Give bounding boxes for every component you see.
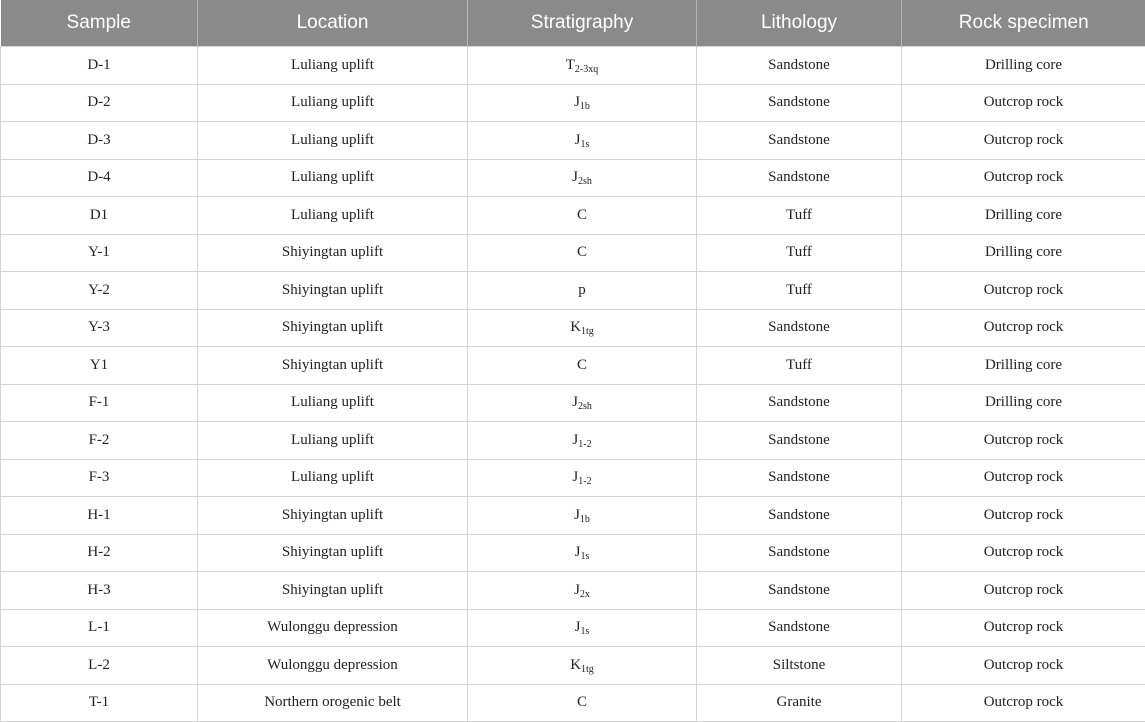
cell-sample: D-1 <box>1 47 198 85</box>
cell-stratigraphy <box>468 197 697 235</box>
cell-rock-specimen: Outcrop rock <box>902 684 1145 722</box>
stratigraphy-symbol: T <box>566 57 575 73</box>
cell-lithology: Sandstone <box>697 497 902 535</box>
header-row <box>1 0 1145 47</box>
cell-location: Shiyingtan uplift <box>198 272 468 310</box>
header-sample: Sample <box>1 0 198 47</box>
cell-stratigraphy <box>468 347 697 385</box>
stratigraphy-symbol: C <box>577 207 587 223</box>
cell-location: Luliang uplift <box>198 159 468 197</box>
cell-lithology: Tuff <box>697 197 902 235</box>
cell-location: Shiyingtan uplift <box>198 347 468 385</box>
cell-location: Shiyingtan uplift <box>198 234 468 272</box>
table-row <box>1 497 1145 535</box>
cell-lithology: Sandstone <box>697 459 902 497</box>
cell-rock-specimen: Drilling core <box>902 347 1145 385</box>
cell-sample: D-2 <box>1 84 198 122</box>
stratigraphy-symbol: C <box>577 244 587 260</box>
cell-location: Luliang uplift <box>198 197 468 235</box>
stratigraphy-symbol: J <box>572 394 578 410</box>
table-row <box>1 422 1145 460</box>
stratigraphy-subscript: 2x <box>580 589 590 600</box>
stratigraphy-subscript: 1b <box>580 101 590 112</box>
stratigraphy-symbol: J <box>575 132 581 148</box>
cell-sample: Y-3 <box>1 309 198 347</box>
stratigraphy-subscript: 1s <box>580 551 589 562</box>
cell-rock-specimen: Drilling core <box>902 234 1145 272</box>
stratigraphy-subscript: 1b <box>580 514 590 525</box>
cell-sample: L-1 <box>1 609 198 647</box>
cell-location: Luliang uplift <box>198 384 468 422</box>
table-row <box>1 684 1145 722</box>
table-row <box>1 534 1145 572</box>
table-row <box>1 272 1145 310</box>
header-rock-specimen: Rock specimen <box>902 0 1145 47</box>
cell-sample: T-1 <box>1 684 198 722</box>
cell-stratigraphy <box>468 534 697 572</box>
cell-rock-specimen: Outcrop rock <box>902 647 1145 685</box>
cell-rock-specimen: Outcrop rock <box>902 422 1145 460</box>
cell-sample: F-2 <box>1 422 198 460</box>
cell-rock-specimen: Drilling core <box>902 197 1145 235</box>
cell-stratigraphy <box>468 609 697 647</box>
stratigraphy-subscript: 2-3xq <box>575 64 598 75</box>
cell-rock-specimen: Drilling core <box>902 384 1145 422</box>
cell-rock-specimen: Outcrop rock <box>902 84 1145 122</box>
header-lithology: Lithology <box>697 0 902 47</box>
cell-rock-specimen: Outcrop rock <box>902 572 1145 610</box>
table-row <box>1 572 1145 610</box>
stratigraphy-symbol: J <box>575 544 581 560</box>
stratigraphy-symbol: J <box>572 469 578 485</box>
stratigraphy-subscript: 2sh <box>578 401 592 412</box>
table-body <box>1 47 1145 722</box>
table-row <box>1 234 1145 272</box>
cell-stratigraphy <box>468 459 697 497</box>
cell-sample: Y1 <box>1 347 198 385</box>
table-row <box>1 609 1145 647</box>
cell-stratigraphy <box>468 497 697 535</box>
cell-stratigraphy <box>468 647 697 685</box>
stratigraphy-subscript: 2sh <box>578 176 592 187</box>
cell-stratigraphy <box>468 422 697 460</box>
stratigraphy-subscript: 1tg <box>581 326 594 337</box>
cell-location: Northern orogenic belt <box>198 684 468 722</box>
cell-location: Shiyingtan uplift <box>198 309 468 347</box>
stratigraphy-subscript: 1s <box>580 626 589 637</box>
stratigraphy-symbol: J <box>572 169 578 185</box>
table-row <box>1 459 1145 497</box>
stratigraphy-subscript: 1tg <box>581 664 594 675</box>
stratigraphy-subscript: 1-2 <box>578 476 591 487</box>
cell-lithology: Sandstone <box>697 122 902 160</box>
cell-stratigraphy <box>468 47 697 85</box>
cell-rock-specimen: Drilling core <box>902 47 1145 85</box>
cell-lithology: Sandstone <box>697 422 902 460</box>
cell-rock-specimen: Outcrop rock <box>902 459 1145 497</box>
cell-lithology: Siltstone <box>697 647 902 685</box>
cell-location: Luliang uplift <box>198 122 468 160</box>
cell-lithology: Sandstone <box>697 159 902 197</box>
cell-stratigraphy <box>468 384 697 422</box>
table-row <box>1 47 1145 85</box>
cell-location: Luliang uplift <box>198 422 468 460</box>
cell-rock-specimen: Outcrop rock <box>902 309 1145 347</box>
cell-rock-specimen: Outcrop rock <box>902 609 1145 647</box>
stratigraphy-symbol: J <box>574 582 580 598</box>
stratigraphy-symbol: J <box>572 432 578 448</box>
cell-stratigraphy <box>468 272 697 310</box>
cell-location: Luliang uplift <box>198 459 468 497</box>
cell-stratigraphy <box>468 159 697 197</box>
stratigraphy-symbol: C <box>577 357 587 373</box>
cell-sample: D-4 <box>1 159 198 197</box>
cell-location: Shiyingtan uplift <box>198 534 468 572</box>
stratigraphy-symbol: J <box>575 619 581 635</box>
cell-stratigraphy <box>468 572 697 610</box>
cell-lithology: Sandstone <box>697 384 902 422</box>
table-row <box>1 347 1145 385</box>
cell-lithology: Tuff <box>697 347 902 385</box>
stratigraphy-subscript: 1-2 <box>578 439 591 450</box>
cell-lithology: Sandstone <box>697 572 902 610</box>
cell-stratigraphy <box>468 309 697 347</box>
cell-stratigraphy <box>468 234 697 272</box>
stratigraphy-symbol: J <box>574 507 580 523</box>
cell-lithology: Tuff <box>697 272 902 310</box>
table-row <box>1 122 1145 160</box>
cell-lithology: Sandstone <box>697 534 902 572</box>
table-row <box>1 384 1145 422</box>
cell-stratigraphy <box>468 122 697 160</box>
cell-location: Luliang uplift <box>198 47 468 85</box>
stratigraphy-symbol: K <box>570 319 581 335</box>
table-row <box>1 159 1145 197</box>
cell-rock-specimen: Outcrop rock <box>902 159 1145 197</box>
cell-stratigraphy <box>468 84 697 122</box>
cell-sample: F-3 <box>1 459 198 497</box>
stratigraphy-symbol: C <box>577 694 587 710</box>
cell-rock-specimen: Outcrop rock <box>902 122 1145 160</box>
cell-sample: F-1 <box>1 384 198 422</box>
stratigraphy-symbol: J <box>574 94 580 110</box>
cell-lithology: Sandstone <box>697 309 902 347</box>
cell-location: Shiyingtan uplift <box>198 572 468 610</box>
cell-sample: Y-1 <box>1 234 198 272</box>
cell-location: Wulonggu depression <box>198 609 468 647</box>
cell-sample: H-1 <box>1 497 198 535</box>
stratigraphy-subscript: 1s <box>580 139 589 150</box>
table-row <box>1 309 1145 347</box>
cell-sample: D-3 <box>1 122 198 160</box>
table-row <box>1 647 1145 685</box>
stratigraphy-symbol: p <box>578 282 586 298</box>
table-row <box>1 84 1145 122</box>
cell-sample: L-2 <box>1 647 198 685</box>
header-stratigraphy: Stratigraphy <box>468 0 697 47</box>
cell-location: Shiyingtan uplift <box>198 497 468 535</box>
cell-lithology: Sandstone <box>697 47 902 85</box>
cell-stratigraphy <box>468 684 697 722</box>
cell-location: Wulonggu depression <box>198 647 468 685</box>
cell-lithology: Sandstone <box>697 84 902 122</box>
cell-rock-specimen: Outcrop rock <box>902 272 1145 310</box>
cell-lithology: Sandstone <box>697 609 902 647</box>
stratigraphy-symbol: K <box>570 657 581 673</box>
cell-sample: Y-2 <box>1 272 198 310</box>
cell-lithology: Tuff <box>697 234 902 272</box>
cell-rock-specimen: Outcrop rock <box>902 534 1145 572</box>
cell-rock-specimen: Outcrop rock <box>902 497 1145 535</box>
header-location: Location <box>198 0 468 47</box>
table-row <box>1 197 1145 235</box>
cell-sample: H-3 <box>1 572 198 610</box>
cell-sample: H-2 <box>1 534 198 572</box>
cell-location: Luliang uplift <box>198 84 468 122</box>
cell-sample: D1 <box>1 197 198 235</box>
cell-lithology: Granite <box>697 684 902 722</box>
